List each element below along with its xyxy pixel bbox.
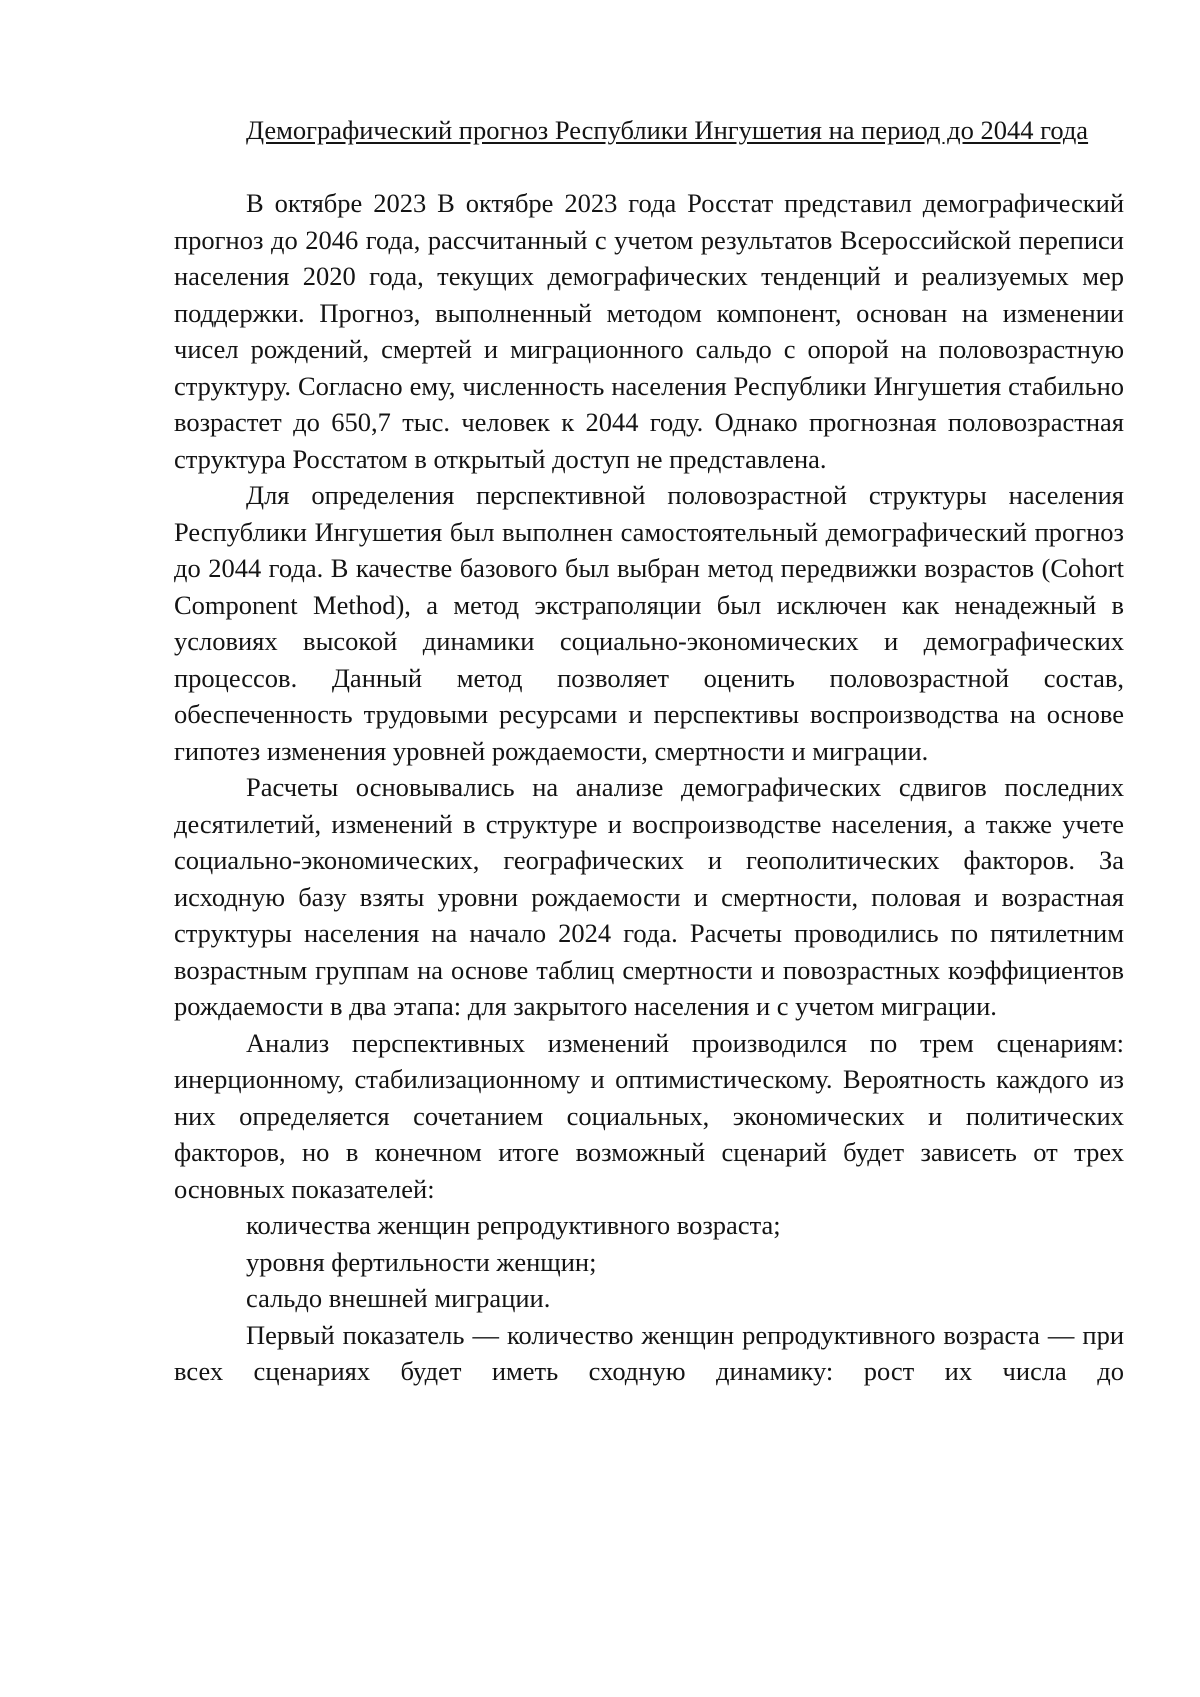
- paragraph-rosstat-forecast: В октябре 2023 В октябре 2023 года Росстат представил демографический прогноз до 2046 года, рассчитанный с учетом результатов Всероссийской переписи населения 2020 года, текущих демографических тенденций и реализуемых мер поддержки. Прогноз, выполненный методом компонент, основан на изменении чисел рождений, смертей и миграционного сальдо с опорой на половозрастную структуру. Согласно ему, численность населения Республики Ингушетия стабильно возрастет до 650,7 тыс. человек к 2044 году. Однако прогнозная половозрастная структура Росстатом в открытый доступ не представлена.: [174, 188, 1124, 474]
- list-item: уровня фертильности женщин;: [246, 1246, 597, 1277]
- list-item: количества женщин репродуктивного возраста;: [246, 1210, 781, 1240]
- indicator-list: [174, 1207, 1124, 1317]
- paragraph-calculation-basis: Расчеты основывались на анализе демографических сдвигов последних десятилетий, изменений в структуре и воспроизводстве населения, а также учете социально-экономических, географических и геополитических факторов. За исходную базу взяты уровни рождаемости и смертности, половая и возрастная структуры населения на начало 2024 года. Расчеты проводились по пятилетним возрастным группам на основе таблиц смертности и повозрастных коэффициентов рождаемости в два этапа: для закрытого населения и с учетом миграции.: [174, 772, 1124, 1021]
- document-body: [174, 112, 1124, 1390]
- paragraph-first-indicator: Первый показатель — количество женщин репродуктивного возраста — при всех сценариях будет иметь сходную динамику: рост их числа до: [174, 1319, 1124, 1386]
- paragraph-cohort-method: Для определения перспективной половозрастной структуры населения Республики Ингушетия был выполнен самостоятельный демографический прогноз до 2044 года. В качестве базового был выбран метод передвижки возрастов (Cohort Component Method), а метод экстраполяции был исключен как ненадежный в условиях высокой динамики социально-экономических и демографических процессов. Данный метод позволяет оценить половозрастной состав, обеспеченность трудовыми ресурсами и перспективы воспроизводства на основе гипотез изменения уровней рождаемости, смертности и миграции.: [174, 480, 1124, 766]
- blank-line: [174, 149, 1124, 186]
- list-item: сальдо внешней миграции.: [246, 1283, 551, 1313]
- paragraph-scenarios: Анализ перспективных изменений производился по трем сценариям: инерционному, стабилизационному и оптимистическому. Вероятность каждого из них определяется сочетанием социальных, экономических и политических факторов, но в конечном итоге возможный сценарий будет зависеть от трех основных показателей:: [174, 1027, 1124, 1204]
- document-title: Демографический прогноз Республики Ингушетия на период до 2044 года: [246, 115, 1089, 145]
